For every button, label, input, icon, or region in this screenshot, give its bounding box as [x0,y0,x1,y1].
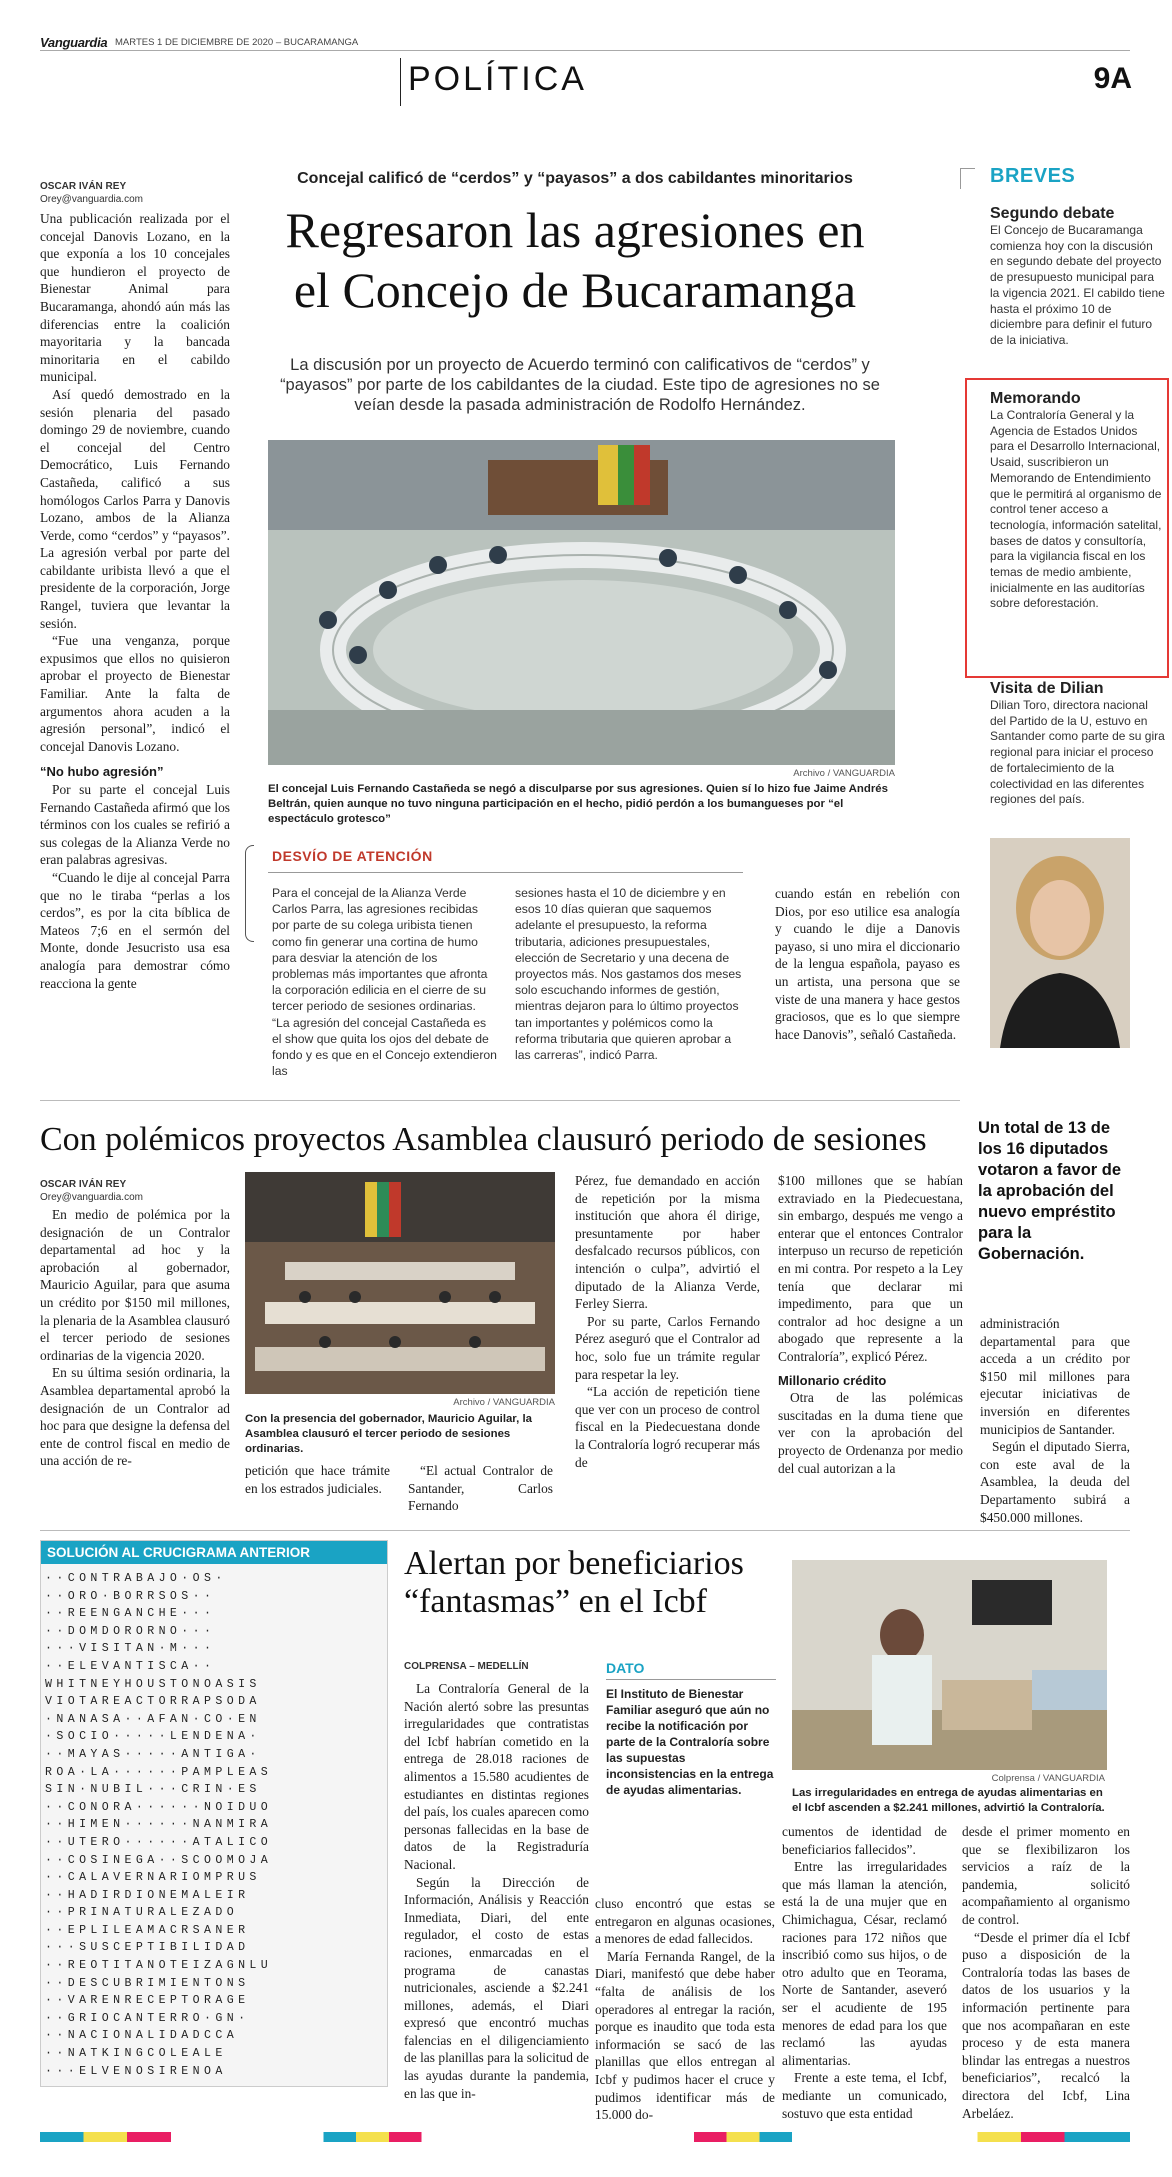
breves-sidebar [962,165,1172,188]
dato-title: DATO [606,1660,776,1680]
asamblea-byline-email: Orey@vanguardia.com [40,1192,143,1203]
crossword-row: ·NANASA··AFAN·CO·EN [45,1712,261,1726]
desvio-para-2: “La agresión del concejal Castañeda es el show que quita los ojos del debate de fondo y es que en el Concejo extendieron las [272,1015,497,1079]
header-rule [40,50,1130,51]
crossword-row: ··HADIRDIONEMALEIR [45,1888,250,1902]
breves-item-1-head: Segundo debate [990,205,1115,222]
desvio-bracket [245,845,254,942]
crossword-row: ··DOMDORORNO··· [45,1624,216,1638]
icbf-headline-line-2: “fantasmas” en el Icbf [404,1583,707,1620]
crossword-row: ···ELVENOSIRENOA [45,2064,227,2078]
asamblea-para-8: $100 millones que se habían extraviado en la Piedecuestana, sin embargo, después me vengo a enterar que el entonces Contralor interpuso un recurso de repetición en mi contra. Por respeto a la Ley tenía que declarar mi impedimento, para que un contralor ad hoc designe a un abogado que represente a la Contraloría”, explicó Pérez. [778,1173,963,1364]
icbf-byline: COLPRENSA – MEDELLÍN [404,1661,529,1672]
dilian-portrait [990,838,1130,1048]
asamblea-headline: Con polémicos proyectos Asamblea clausuró periodo de sesiones [40,1121,927,1158]
byline-name: OSCAR IVÁN REY [40,181,127,192]
crossword-row: WHITNEYHOUSTONOASIS [45,1677,261,1691]
desvio-col-1 [272,885,497,1079]
byline-email: Orey@vanguardia.com [40,194,143,205]
asamblea-para-5: Pérez, fue demandado en acción de repetición por la misma institución que ahora él dirige, presuntamente por haber desfalcado recursos públicos, con intención o culpa”, advirtió el diputado de la Alianza Verde, Ferley Sierra. [575,1173,760,1312]
icbf-para-7: Frente a este tema, el Icbf, mediante un comunicado, sostuvo que esta entidad [782,2070,947,2121]
asamblea-photo-caption: Con la presencia del gobernador, Mauricio Aguilar, la Asamblea clausuró el tercer periodo de sesiones ordinarias. [245,1413,532,1455]
crossword-row: ··REOTITANOTEIZAGNLU [45,1959,273,1973]
lead-col-4 [775,885,960,1043]
page-number: 9A [1093,62,1132,95]
lead-headline-line-2: el Concejo de Bucaramanga [293,262,857,318]
lead-byline [40,180,230,206]
crossword-row: ··NATKINGCOLEALE [45,2047,227,2061]
icbf-col-4 [962,1823,1130,2122]
breves-item-3 [990,680,1165,808]
asamblea-para-3: petición que hace trámite en los estrados judiciales. [245,1463,390,1496]
lead-kicker: Concejal calificó de “cerdos” y “payasos” a dos cabildantes minoritarios [297,170,853,187]
icbf-photo [792,1560,1107,1770]
breves-item-2-head: Memorando [990,390,1081,407]
desvio-col-2 [515,885,743,1063]
asamblea-para-10: administración departamental para que acceda a un crédito por $150 mil millones para ejecutar iniciativas de inversión en diferentes municipios de Santander. [980,1316,1130,1437]
lead-para-1: Una publicación realizada por el concejal Danovis Lozano, en la que exponía a los 10 concejales que hundieron el proyecto de Bienestar Animal para Bucaramanga, ahondó aún más las diferencias entre la coalición mayoritaria y la bancada minoritaria en el cabildo municipal. [40,211,230,385]
print-color-bar [40,2132,1130,2142]
breves-item-2-body: La Contraloría General y la Agencia de Estados Unidos para el Desarrollo Internacional, Usaid, suscribieron un Memorando de Entendimiento que le permitirá al organismo de control tener acceso a tecnología, información satelital, bases de datos y consultoría, para la vigilancia fiscal en los temas de medio ambiente, inicialmente en las auditorías sobre deforestación. [990,408,1162,611]
crossword-row: ··ORO·BORRSOS·· [45,1589,216,1603]
asamblea-para-9: Otra de las polémicas suscitadas en la duma tiene que ver con la aprobación del proyecto de Ordenanza por medio del cual autorizan a la [778,1390,963,1476]
asamblea-byline-name: OSCAR IVÁN REY [40,1179,127,1190]
crossword-row: ··VARENRECEPTORAGE [45,1994,250,2008]
asamblea-subhead: Millonario crédito [778,1372,887,1388]
lead-para-6: cuando están en rebelión con Dios, por eso utilice esa analogía y cuando le dije a Danovis payaso, si uno mira el diccionario de la lengua española, payaso es un artista, una persona que se viste de una manera y hace gestos graciosos, que es lo que siempre hace Danovis”, señaló Castañeda. [775,886,960,1042]
crossword-row: ··PRINATURALEZADO [45,1906,239,1920]
asamblea-para-6: Por su parte, Carlos Fernando Pérez aseguró que el Contralor ad hoc, solo fue un trámite regular para respetar la ley. [575,1313,760,1382]
desvio-para-1: Para el concejal de la Alianza Verde Carlos Parra, las agresiones recibidas por parte de su colega uribista tienen como fin generar una cortina de humo para desviar la atención de los problemas más importantes que afronta la corporación edilicia en el cierre de su tercer periodo de sesiones ordinarias. [272,886,488,1014]
lead-deck: La discusión por un proyecto de Acuerdo terminó con calificativos de “cerdos” y “payasos” por parte de los cabildantes de la ciudad. Este tipo de agresiones no se veían desde la pasada administración de Rodolfo Hernández. [280,356,880,414]
asamblea-col-5 [980,1315,1130,1526]
section-rule-2 [40,1530,1130,1531]
crossword-row: ··UTERO······ATALICO [45,1835,273,1849]
crossword-row: ··CONORA······NOIDUO [45,1800,273,1814]
crossword-row: ··CONTRABAJO·OS· [45,1572,227,1585]
crossword-row: ··GRIOCANTERRO·GN· [45,2011,250,2025]
crossword-panel [40,1540,388,2087]
lead-photo-caption: El concejal Luis Fernando Castañeda se negó a disculparse por sus agresiones. Quien sí lo hizo fue Jaime Andrés Beltrán, quien aunque no tuvo ninguna participación en el hecho, pidió perdón a los bumangueses por “el espectáculo grotesco” [268,783,888,825]
lead-subhead: “No hubo agresión” [40,764,164,780]
food-delivery-illustration [792,1560,1107,1770]
asamblea-photo-credit: Archivo / VANGUARDIA [453,1397,555,1408]
crossword-row: ···VISITAN·M··· [45,1642,216,1656]
section-divider [400,58,401,106]
lead-photo-council-chamber [268,440,895,765]
breves-title: BREVES [990,165,1076,187]
desvio-para-3: sesiones hasta el 10 de diciembre y en esos 10 días quieran que saquemos adelante el presupuesto, la reforma tributaria, adiciones presupuestales, elección de Secretario y una decena de proyectos más. Nos gastamos dos meses solo escuchando informes de gestión, mientras dejaron para lo último proyectos tan importantes y polémicos como la reforma tributaria que quieren aprobar a las carreras”, indicó Parra. [515,886,742,1063]
assembly-illustration [245,1172,555,1394]
crossword-row: ··ELEVANTISCA·· [45,1659,216,1673]
crossword-row: ··HIMEN······NANMIRA [45,1818,273,1832]
crossword-row: ···SUSCEPTIBILIDAD [45,1941,250,1955]
breves-item-1 [990,205,1165,349]
crossword-row: VIOTAREACTORRAPSODA [45,1695,261,1709]
lead-para-2: Así quedó demostrado en la sesión plenaria del pasado domingo 29 de noviembre, cuando el concejal del Centro Democrático, Luis Fernando Castañeda, calificó a sus homólogos Carlos Parra y Danovis Lozano, ambos de la Alianza Verde, como “cerdos” y “payasos”. La agresión verbal por parte del cabildante uribista llevó a que el presidente de la corporación, Jorge Rangel, tuviera que levantar la sesión. [40,386,230,631]
crossword-row: ··COSINEGA··SCOOMOJA [45,1853,273,1867]
asamblea-col-4 [778,1172,963,1477]
asamblea-photo [245,1172,555,1394]
lead-headline-line-1: Regresaron las agresiones en [285,202,865,258]
crossword-row: ··REENGANCHE··· [45,1607,216,1621]
desvio-title: DESVÍO DE ATENCIÓN [272,848,433,864]
asamblea-para-7: “La acción de repetición tiene que ver con un proceso de control fiscal en la Piedecuestana donde la Contraloría logró recuperar más de [575,1384,760,1470]
breves-item-2 [990,390,1162,612]
asamblea-col-3 [575,1172,760,1471]
icbf-headline-line-1: Alertan por beneficiarios [404,1545,744,1582]
asamblea-col-2 [245,1462,555,1515]
icbf-para-4: María Fernanda Rangel, de la Diari, manifestó que debe haber “falta de análisis de los operadores al entregar la ración, porque es inaudito que toda esta información se sacó de las planillas que ellos entregan al Icbf y pudimos hacer el cruce y pudimos identificar más de 15.000 do- [595,1948,775,2123]
crossword-row: ··CALAVERNARIOMPRUS [45,1871,261,1885]
crossword-row: ··NACIONALIDADCCA [45,2029,239,2043]
lead-headline [250,200,900,320]
icbf-photo-caption: Las irregularidades en entrega de ayudas alimentarias en el Icbf ascenden a $2.241 millones, advirtió la Contraloría. [792,1787,1105,1814]
dateline: MARTES 1 DE DICIEMBRE DE 2020 – BUCARAMANGA [115,37,359,48]
lead-para-3: “Fue una venganza, porque expusimos que ellos no quisieron aprobar el proyecto de Bienestar Familiar. Ante la falta de argumentos ahora acuden a la agresión personal”, indicó el concejal Danovis Lozano. [40,633,230,754]
lead-photo-credit: Archivo / VANGUARDIA [793,768,895,779]
icbf-headline [404,1545,784,1621]
icbf-para-1: La Contraloría General de la Nación alertó sobre las presuntas irregularidades que contratistas del Icbf habrían cometido en la entrega de 28.018 raciones de alimentos a 15.580 acudientes de estudiantes en distintas regiones del país, los cuales aparecen como personas fallecidas en la base de datos de la Registraduría Nacional. [404,1681,589,1872]
crossword-title: SOLUCIÓN AL CRUCIGRAMA ANTERIOR [41,1541,387,1564]
breves-item-3-body: Dilian Toro, directora nacional del Partido de la U, estuvo en Santander como parte de su gira regional para iniciar el proceso de fortalecimiento de la colectividad en las diferentes regiones del país. [990,698,1165,807]
crossword-row: ROA·LA······PAMPLEAS [45,1765,273,1779]
asamblea-col-1 [40,1206,230,1470]
breves-item-1-body: El Concejo de Bucaramanga comienza hoy con la discusión en segundo debate del proyecto de presupuesto municipal para la vigencia 2021. El cabildo tiene hasta el próximo 10 de diciembre para definir el futuro de la iniciativa. [990,223,1165,347]
portrait-illustration [990,838,1130,1048]
lead-para-4: Por su parte el concejal Luis Fernando Castañeda afirmó que los términos con los cuales se refirió a sus colegas de la Alianza Verde no eran palabras agresivas. [40,782,230,868]
asamblea-para-4: “El actual Contralor de Santander, Carlos Fernando [408,1463,553,1514]
icbf-para-9: “Desde el primer día el Icbf puso a disposición de la Contraloría todas las bases de datos de los usuarios y la información pertinente para que nos acompañaran en este proceso y de esta manera blindar las entregas a nuestros beneficiarios”, recalcó la directora del Icbf, Lina Arbeláez. [962,1929,1130,2121]
icbf-para-2: Según la Dirección de Información, Análisis y Reacción Inmediata, Diari, del ente regulador, el costo de estas raciones, enmarcadas en el programa de canastas nutricionales, asciende a $2.241 millones, además, el Diari expresó que encontró muchas falencias en el diligenciamiento de las planillas para la solicitud de las ayudas durante la pandemia, en las que in- [404,1874,589,2101]
icbf-para-5: cumentos de identidad de beneficiarios fallecidos”. [782,1824,947,1857]
council-chamber-illustration [268,440,895,765]
lead-para-5: “Cuando le dije al concejal Parra que no le tiraba “perlas a los cerdos”, es por la cita bíblica de Mateos 7;6 en el sermón del Monte, donde Jesucristo usa esa analogía para demostrar cómo reacciona la gente [40,869,230,991]
icbf-para-8: desde el primer momento en que se flexibilizaron los servicios a raíz de la pandemia, solicitó acompañamiento al organismo de control. [962,1824,1130,1927]
crossword-row: ··DESCUBRIMIENTONS [45,1976,250,1990]
asamblea-byline [40,1178,230,1204]
dato-body: El Instituto de Bienestar Familiar aseguró que aún no recibe la notificación por parte de la Contraloría sobre las supuestas inconsistencias en la entrega de ayudas alimentarias. [606,1687,774,1797]
asamblea-para-2: En su última sesión ordinaria, la Asamblea departamental aprobó la designación de un Contralor ad hoc para que designe la defensa del ente de control fiscal en medio de una acción de re- [40,1365,230,1469]
crossword-row: ·SOCIO·····LENDENA· [45,1730,261,1744]
masthead-brand: Vanguardia [40,35,108,50]
icbf-photo-credit: Colprensa / VANGUARDIA [991,1773,1105,1784]
breves-item-3-head: Visita de Dilian [990,680,1104,697]
crossword-row: SIN·NUBIL···CRIN·ES [45,1783,261,1797]
section-rule-1 [40,1100,960,1101]
crossword-grid [41,1564,387,2086]
icbf-para-6: Entre las irregularidades que más llaman la atención, está la de una mujer que en Chimichagua, César, reclamó raciones para 172 niños que inscribió como sus hijos, o de otro adulto que en Teorama, Norte de Santander, aseveró ser el acudiente de 195 menores de edad para los que reclamó las ayudas alimentarias. [782,1859,947,2068]
crossword-row: ··MAYAS·····ANTIGA· [45,1747,261,1761]
asamblea-pull-quote: Un total de 13 de los 16 diputados votaron a favor de la aprobación del nuevo empréstito para la Gobernación. [978,1119,1122,1263]
crossword-row: ··EPLILEAMACRSANER [45,1923,250,1937]
desvio-rule [268,872,743,873]
asamblea-para-11: Según el diputado Sierra, con este aval de la Asamblea, la deuda del Departamento subirá a $450.000 millones. [980,1439,1130,1525]
asamblea-para-1: En medio de polémica por la designación de un Contralor departamental ad hoc y la aprobación al gobernador, Mauricio Aguilar, para que asuma un crédito por $150 mil millones, la plenaria de la Asamblea clausuró el tercer periodo de sesiones ordinarias de la vigencia 2020. [40,1207,230,1363]
dato-box [606,1660,776,1798]
icbf-col-2 [595,1895,775,2124]
section-title: POLÍTICA [408,60,587,98]
icbf-col-1 [404,1680,589,2102]
icbf-col-3 [782,1823,947,2122]
icbf-para-3: cluso encontró que estas se entregaron en algunas ocasiones, a menores de edad fallecidos. [595,1896,775,1947]
lead-col-1 [40,210,230,992]
